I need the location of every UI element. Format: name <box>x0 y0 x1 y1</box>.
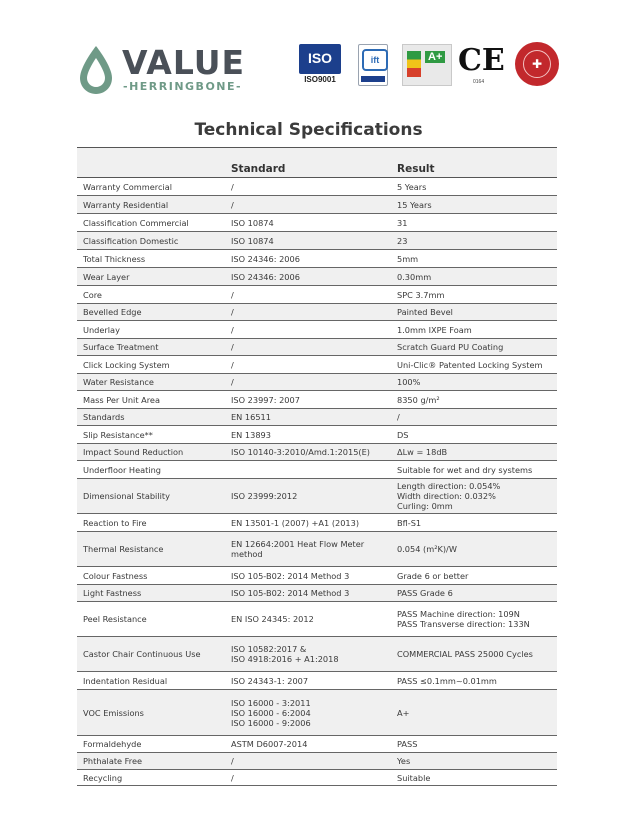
spec-result <box>397 444 557 461</box>
spec-result-line: 5 Years <box>397 181 427 192</box>
table-row <box>77 753 557 770</box>
spec-result <box>397 532 557 567</box>
spec-standard <box>231 196 397 214</box>
spec-standard <box>231 304 397 321</box>
table-row <box>77 736 557 753</box>
spec-standard <box>231 602 397 637</box>
spec-property: Water Resistance <box>77 374 231 391</box>
spec-standard <box>231 374 397 391</box>
spec-result-line: 15 Years <box>397 199 432 210</box>
table-row <box>77 232 557 250</box>
ce-mark-badge <box>458 43 505 85</box>
spec-standard <box>231 585 397 602</box>
table-row <box>77 178 557 196</box>
table-row <box>77 374 557 391</box>
certification-seal-icon <box>515 42 559 86</box>
water-drop-icon <box>76 44 116 96</box>
spec-property: Phthalate Free <box>77 753 231 770</box>
spec-result <box>397 753 557 770</box>
spec-property: Classification Domestic <box>77 232 231 250</box>
spec-property: Underlay <box>77 321 231 339</box>
page-title: Technical Specifications <box>194 120 423 140</box>
spec-result <box>397 567 557 585</box>
emission-class-label <box>402 44 452 86</box>
brand-subtitle: -HERRINGBONE- <box>123 80 243 93</box>
spec-result-line: 0.30mm <box>397 271 432 282</box>
spec-result <box>397 374 557 391</box>
spec-property: Formaldehyde <box>77 736 231 753</box>
spec-property: VOC Emissions <box>77 690 231 736</box>
spec-standard <box>231 409 397 426</box>
spec-result <box>397 356 557 374</box>
spec-standard <box>231 770 397 786</box>
spec-standard-line: / <box>231 324 234 335</box>
table-row <box>77 690 557 736</box>
table-header-row <box>77 148 557 178</box>
spec-standard-line: ISO 23997: 2007 <box>231 394 300 405</box>
spec-property: Reaction to Fire <box>77 514 231 532</box>
spec-standard-line: / <box>231 377 234 387</box>
spec-standard-line: ISO 24346: 2006 <box>231 271 300 282</box>
spec-result-line: SPC 3.7mm <box>397 289 445 300</box>
spec-result-line: Painted Bevel <box>397 307 453 317</box>
ift-mark: ift <box>362 49 388 71</box>
spec-result-line: Scratch Guard PU Coating <box>397 342 504 352</box>
spec-standard <box>231 268 397 286</box>
spec-result <box>397 214 557 232</box>
spec-result-line: Grade 6 or better <box>397 570 469 581</box>
spec-result <box>397 268 557 286</box>
table-row <box>77 286 557 304</box>
spec-standard <box>231 672 397 690</box>
brand-logo <box>76 44 246 96</box>
spec-standard-line: ISO 16000 - 3:2011 <box>231 697 311 708</box>
spec-result <box>397 232 557 250</box>
spec-standard <box>231 426 397 444</box>
spec-standard-line: / <box>231 756 234 766</box>
spec-result-line: 31 <box>397 217 408 228</box>
table-row <box>77 196 557 214</box>
spec-standard-line: EN 16511 <box>231 412 271 422</box>
header-standard: Standard <box>231 148 397 178</box>
spec-standard-line: ASTM D6007-2014 <box>231 739 308 749</box>
spec-result <box>397 321 557 339</box>
spec-standard-line: EN ISO 24345: 2012 <box>231 614 314 624</box>
spec-property: Thermal Resistance <box>77 532 231 567</box>
spec-standard-line: ISO 4918:2016 + A1:2018 <box>231 654 339 664</box>
table-row <box>77 391 557 409</box>
page-header <box>0 0 638 110</box>
table-row <box>77 409 557 426</box>
spec-standard <box>231 444 397 461</box>
spec-standard-line: ISO 10140-3:2010/Amd.1:2015(E) <box>231 447 370 457</box>
spec-standard <box>231 514 397 532</box>
table-row <box>77 532 557 567</box>
header-result: Result <box>397 148 557 178</box>
spec-property: Bevelled Edge <box>77 304 231 321</box>
spec-standard-line: ISO 10582:2017 & <box>231 644 307 654</box>
table-row <box>77 770 557 786</box>
spec-result-line: PASS <box>397 739 418 749</box>
spec-standard <box>231 736 397 753</box>
spec-standard <box>231 321 397 339</box>
spec-standard-line: / <box>231 359 234 370</box>
spec-result-line: Width direction: 0.032% <box>397 491 496 501</box>
spec-standard <box>231 356 397 374</box>
spec-result <box>397 339 557 356</box>
spec-standard-line: EN 13501-1 (2007) +A1 (2013) <box>231 517 360 528</box>
table-row <box>77 356 557 374</box>
spec-result-line: 5mm <box>397 253 419 264</box>
spec-property: Standards <box>77 409 231 426</box>
spec-result <box>397 426 557 444</box>
spec-standard <box>231 567 397 585</box>
spec-property: Recycling <box>77 770 231 786</box>
spec-result-line: A+ <box>397 707 410 718</box>
spec-result <box>397 514 557 532</box>
spec-result <box>397 602 557 637</box>
spec-result <box>397 585 557 602</box>
spec-result <box>397 736 557 753</box>
spec-property: Light Fastness <box>77 585 231 602</box>
spec-standard-line: ISO 16000 - 6:2004 <box>231 707 311 718</box>
spec-standard-line: / <box>231 342 234 352</box>
iso-certification-badge <box>299 44 341 84</box>
spec-result-line: 1.0mm IXPE Foam <box>397 324 472 335</box>
spec-standard-line: / <box>231 289 234 300</box>
spec-standard-line: ISO 23999:2012 <box>231 491 298 501</box>
spec-result-line: PASS ≤0.1mm~0.01mm <box>397 675 497 686</box>
spec-result <box>397 196 557 214</box>
spec-property: Classification Commercial <box>77 214 231 232</box>
table-row <box>77 461 557 479</box>
table-row <box>77 479 557 514</box>
spec-property: Castor Chair Continuous Use <box>77 637 231 672</box>
spec-standard-line: ISO 16000 - 9:2006 <box>231 717 311 728</box>
table-row <box>77 602 557 637</box>
spec-standard-line: ISO 105-B02: 2014 Method 3 <box>231 588 350 598</box>
table-row <box>77 339 557 356</box>
spec-result-line: 8350 g/m² <box>397 394 440 405</box>
spec-result <box>397 250 557 268</box>
spec-result-line: 23 <box>397 235 408 246</box>
spec-standard-line: / <box>231 772 234 783</box>
spec-property: Indentation Residual <box>77 672 231 690</box>
emission-class-value: A+ <box>425 51 445 63</box>
spec-standard <box>231 532 397 567</box>
spec-standard <box>231 232 397 250</box>
spec-property: Surface Treatment <box>77 339 231 356</box>
spec-result-line: COMMERCIAL PASS 25000 Cycles <box>397 649 533 659</box>
ift-certification-badge <box>358 44 388 86</box>
spec-result-line: DS <box>397 429 409 440</box>
table-row <box>77 250 557 268</box>
spec-standard-line: / <box>231 199 234 210</box>
table-row <box>77 321 557 339</box>
spec-standard-line: EN 13893 <box>231 429 271 440</box>
table-row <box>77 567 557 585</box>
spec-result <box>397 409 557 426</box>
spec-standard <box>231 461 397 479</box>
spec-standard <box>231 339 397 356</box>
table-row <box>77 514 557 532</box>
emission-scale-icon <box>407 51 421 77</box>
table-row <box>77 214 557 232</box>
ce-notified-body-number: 0164 <box>473 79 485 85</box>
spec-result <box>397 391 557 409</box>
spec-property: Total Thickness <box>77 250 231 268</box>
table-row <box>77 585 557 602</box>
spec-result <box>397 672 557 690</box>
spec-result <box>397 178 557 196</box>
table-row <box>77 426 557 444</box>
spec-standard <box>231 753 397 770</box>
spec-standard-line: / <box>231 307 234 317</box>
spec-result-line: Yes <box>397 756 411 766</box>
spec-standard <box>231 479 397 514</box>
spec-result-line: Bfl-S1 <box>397 517 422 528</box>
spec-result <box>397 461 557 479</box>
spec-standard-line: ISO 24343-1: 2007 <box>231 675 309 686</box>
table-row <box>77 268 557 286</box>
spec-standard-line: ISO 10874 <box>231 217 274 228</box>
spec-standard-line: ISO 10874 <box>231 235 274 246</box>
spec-property: Peel Resistance <box>77 602 231 637</box>
spec-result-line: PASS Transverse direction: 133N <box>397 619 530 629</box>
spec-standard <box>231 391 397 409</box>
iso-label: ISO9001 <box>304 75 336 84</box>
spec-property: Core <box>77 286 231 304</box>
technical-specifications-table <box>77 147 557 786</box>
spec-property: Colour Fastness <box>77 567 231 585</box>
spec-standard <box>231 637 397 672</box>
spec-property: Impact Sound Reduction <box>77 444 231 461</box>
seal-emblem-icon: ✚ <box>523 50 551 78</box>
ce-mark: CE <box>458 43 505 78</box>
spec-result-line: Suitable <box>397 772 431 783</box>
spec-result-line: Suitable for wet and dry systems <box>397 464 533 475</box>
table-row <box>77 304 557 321</box>
spec-property: Underfloor Heating <box>77 461 231 479</box>
spec-result-line: PASS Grade 6 <box>397 588 453 598</box>
spec-standard <box>231 690 397 736</box>
spec-result-line: / <box>397 412 400 422</box>
spec-property: Wear Layer <box>77 268 231 286</box>
spec-result-line: 0.054 (m²K)/W <box>397 544 457 554</box>
table-body <box>77 178 557 786</box>
spec-property: Mass Per Unit Area <box>77 391 231 409</box>
spec-result-line: PASS Machine direction: 109N <box>397 609 520 619</box>
spec-standard-line: ISO 24346: 2006 <box>231 253 300 264</box>
spec-result-line: Uni-Clic® Patented Locking System <box>397 359 543 370</box>
table-row <box>77 672 557 690</box>
spec-standard-line: EN 12664:2001 Heat Flow Meter <box>231 539 365 549</box>
table-row <box>77 637 557 672</box>
spec-result-line: Curling: 0mm <box>397 501 453 511</box>
spec-standard <box>231 178 397 196</box>
spec-result <box>397 690 557 736</box>
spec-standard-line: ISO 105-B02: 2014 Method 3 <box>231 570 350 581</box>
ift-bar <box>361 76 385 82</box>
spec-property: Slip Resistance** <box>77 426 231 444</box>
iso-globe-icon: ISO <box>299 44 341 74</box>
spec-result-line: ΔLw = 18dB <box>397 447 448 457</box>
spec-result <box>397 637 557 672</box>
spec-result <box>397 286 557 304</box>
spec-property: Dimensional Stability <box>77 479 231 514</box>
spec-result <box>397 479 557 514</box>
spec-standard-line: method <box>231 549 263 559</box>
spec-standard <box>231 214 397 232</box>
spec-result-line: Length direction: 0.054% <box>397 481 501 491</box>
table-row <box>77 444 557 461</box>
spec-property: Warranty Residential <box>77 196 231 214</box>
spec-property: Click Locking System <box>77 356 231 374</box>
spec-result <box>397 770 557 786</box>
spec-result-line: 100% <box>397 377 421 387</box>
spec-standard <box>231 250 397 268</box>
spec-property: Warranty Commercial <box>77 178 231 196</box>
spec-standard <box>231 286 397 304</box>
spec-result <box>397 304 557 321</box>
header-property <box>77 148 231 178</box>
brand-name: VALUE <box>122 43 246 82</box>
spec-standard-line: / <box>231 181 234 192</box>
